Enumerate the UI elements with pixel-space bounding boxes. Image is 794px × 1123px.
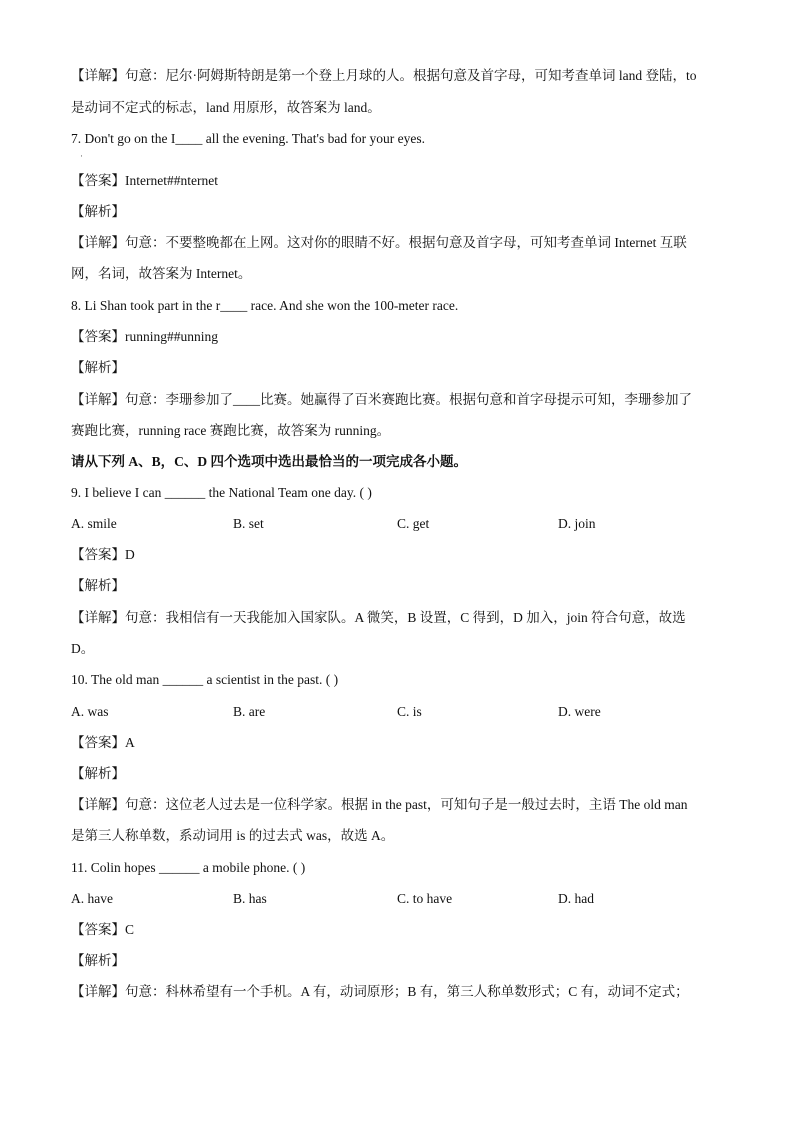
section-instruction: 请从下列 A、B，C、D 四个选项中选出最恰当的一项完成各小题。 [71,454,468,469]
q11-option-d: D. had [558,891,594,906]
q10-answer: 【答案】A [71,735,135,750]
q8-answer: 【答案】running##unning [71,329,218,344]
q9-analysis-label: 【解析】 [71,578,125,593]
q9-option-b: B. set [233,516,264,531]
q11-answer: 【答案】C [71,922,135,937]
q10-explanation-line-1: 【详解】句意：这位老人过去是一位科学家。根据 in the past，可知句子是一般过去时，主语 The old man [71,797,688,812]
q7-explanation-line-2: 网，名词，故答案为 Internet。 [71,266,252,281]
q9-option-a: A. smile [71,516,117,531]
q9-explanation-line-1: 【详解】句意：我相信有一天我能加入国家队。A 微笑，B 设置，C 得到，D 加入，join 符合句意，故选 [71,610,686,625]
q11-option-b: B. has [233,891,267,906]
q7-answer: 【答案】Internet##nternet [71,173,218,188]
q10-explanation-line-2: 是第三人称单数，系动词用 is 的过去式 was，故选 A。 [71,828,395,843]
q11-option-a: A. have [71,891,113,906]
q10-analysis-label: 【解析】 [71,766,125,781]
q10-option-c: C. is [397,704,422,719]
q10-option-d: D. were [558,704,601,719]
q7-explanation-line-1: 【详解】句意：不要整晚都在上网。这对你的眼睛不好。根据句意及首字母，可知考查单词 Internet 互联 [71,235,687,250]
q7-analysis-label: 【解析】 [71,204,125,219]
q11-analysis-label: 【解析】 [71,953,125,968]
q8-analysis-label: 【解析】 [71,360,125,375]
question-11: 11. Colin hopes ______ a mobile phone. ( ) [71,860,306,875]
q9-answer: 【答案】D [71,547,135,562]
q8-explanation-line-1: 【详解】句意：李珊参加了____比赛。她赢得了百米赛跑比赛。根据句意和首字母提示可知，李珊参加了 [71,392,692,407]
question-9: 9. I believe I can ______ the National Team one day. ( ) [71,485,372,500]
q9-option-d: D. join [558,516,596,531]
q10-option-a: A. was [71,704,109,719]
stray-mark: · [80,151,83,161]
q6-explanation-line-1: 【详解】句意：尼尔·阿姆斯特朗是第一个登上月球的人。根据句意及首字母，可知考查单词 land 登陆，to [71,68,697,83]
question-10: 10. The old man ______ a scientist in the past. ( ) [71,672,339,687]
q9-option-c: C. get [397,516,430,531]
q10-option-b: B. are [233,704,266,719]
question-7: 7. Don't go on the I____ all the evening. That's bad for your eyes. [71,131,426,146]
q6-explanation-line-2: 是动词不定式的标志，land 用原形，故答案为 land。 [71,100,381,115]
question-8: 8. Li Shan took part in the r____ race. And she won the 100-meter race. [71,298,459,313]
q11-explanation-line-1: 【详解】句意：科林希望有一个手机。A 有，动词原形；B 有，第三人称单数形式；C 有，动词不定式； [71,984,689,999]
q9-explanation-line-2: D。 [71,641,95,656]
q11-option-c: C. to have [397,891,453,906]
q8-explanation-line-2: 赛跑比赛，running race 赛跑比赛，故答案为 running。 [71,423,391,438]
